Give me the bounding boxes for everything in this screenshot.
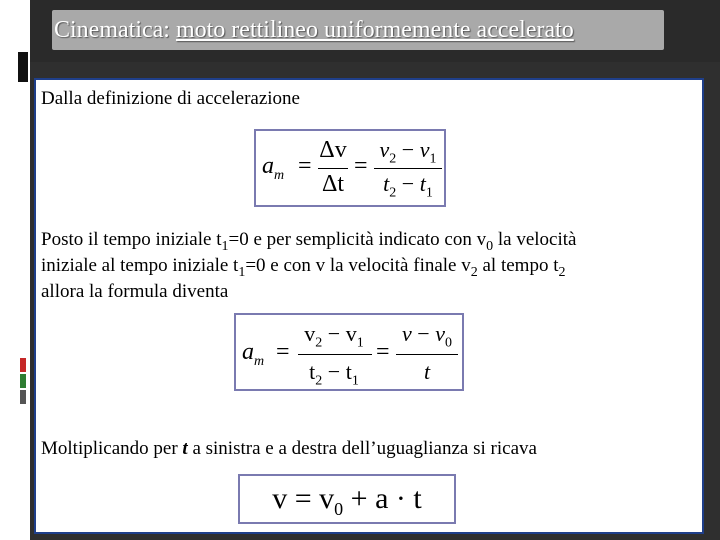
f1-eq2: = xyxy=(354,153,368,179)
f1-den1: Δt xyxy=(321,171,345,197)
paragraph-3: Moltiplicando per t a sinistra e a destra dell’uguaglianza si ricava xyxy=(41,438,537,459)
paragraph-2-line-1: Posto il tempo iniziale $t_1=0$ e per semplicità indicato con $v_0$ la velocità xyxy=(41,229,577,254)
f2-line1 xyxy=(298,354,372,355)
intro-text: Dalla definizione di accelerazione xyxy=(41,88,300,109)
f1-eq1: = xyxy=(298,153,312,179)
f2-den1: $t_2 - t_1$ xyxy=(309,359,359,389)
f1-lhs: $a_m$ xyxy=(262,153,285,183)
title-prefix: Cinematica: xyxy=(54,17,176,43)
f1-num1: Δv xyxy=(319,137,347,163)
f1-line1 xyxy=(318,168,348,169)
side-marker-gray xyxy=(20,390,26,404)
title-main: moto rettilineo uniformemente accelerato xyxy=(175,17,574,43)
paragraph-2-line-3: allora la formula diventa xyxy=(41,281,229,302)
f2-line2 xyxy=(396,354,458,355)
f2-den2: t xyxy=(423,359,431,384)
f2-eq1: = xyxy=(276,339,290,365)
f1-line2 xyxy=(374,168,442,169)
side-bar-marker xyxy=(18,52,28,82)
formula-box-3: $v = v_0 + a \cdot t$ xyxy=(238,474,456,524)
f2-num2: $v - v_0$ xyxy=(402,321,452,351)
f3-v: v xyxy=(272,482,288,515)
f1-num2: $v_2 - v_1$ xyxy=(379,137,437,167)
side-marker-green xyxy=(20,374,26,388)
slide-title xyxy=(52,10,664,50)
side-marker-red xyxy=(20,358,26,372)
paragraph-2-line-2: iniziale al tempo iniziale $t_1=0$ e con v la velocità finale $v_2$ al tempo $t_2$ xyxy=(41,255,566,280)
f2-eq2: = xyxy=(376,339,390,365)
formula-box-2 xyxy=(234,313,464,391)
f2-num1: $v_2 - v_1$ xyxy=(304,321,364,351)
f2-lhs: $a_m$ xyxy=(242,339,265,369)
f1-den2: $t_2 - t_1$ xyxy=(383,171,433,201)
formula-box-1 xyxy=(254,129,446,207)
